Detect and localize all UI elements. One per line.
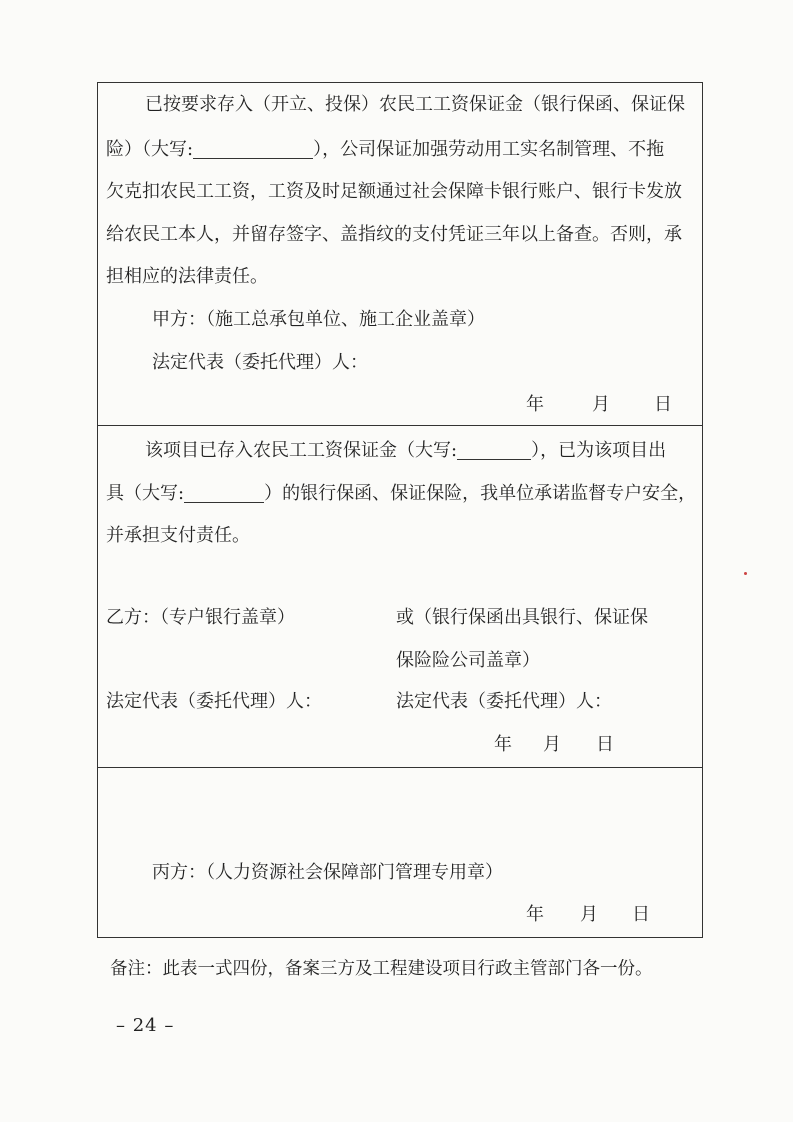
date-year: 年 (526, 904, 544, 925)
section2-line1-prefix: 该项目已存入农民工工资保证金（大写 (145, 440, 451, 461)
date-day: 日 (596, 734, 614, 755)
date-year: 年 (494, 734, 512, 755)
section1-line4: 给农民工本人，并留存签字、盖指纹的支付凭证三年以上备查。否则，承 (106, 224, 682, 245)
date-day: 日 (632, 904, 650, 925)
section-divider (98, 767, 702, 768)
section1-line5: 担相应的法律责任。 (106, 266, 268, 287)
or-guarantee-label: 或（银行保函出具银行、保证保 (396, 607, 648, 628)
amount-blank[interactable] (457, 441, 531, 460)
amount-blank[interactable] (184, 484, 264, 503)
date-day: 日 (654, 394, 672, 415)
section-divider (98, 425, 702, 426)
section1-line2-prefix: 险）（大写 (106, 139, 187, 160)
section1-line2 (106, 140, 664, 159)
section2-line3: 并承担支付责任。 (106, 525, 250, 546)
section2-line2-suffix: ）的银行保函、保证保险，我单位承诺监督专户安全， (264, 483, 697, 504)
section2-line1 (145, 441, 666, 460)
page-number: – 24 – (116, 1015, 175, 1036)
legal-rep-left: 法定代表（委托代理）人： (106, 691, 322, 712)
date-month: 月 (592, 394, 610, 415)
date-month: 月 (580, 904, 598, 925)
section1-line2-suffix: ），公司保证加强劳动用工实名制管理、不拖 (313, 139, 665, 160)
date-year: 年 (526, 394, 544, 415)
footnote: 备注：此表一式四份，备案三方及工程建设项目行政主管部门各一份。 (110, 959, 653, 979)
party-b-label: 乙方：（专户银行盖章） (106, 607, 295, 628)
section2-line1-suffix: ），已为该项目出 (531, 440, 667, 461)
party-a-label: 甲方：（施工总承包单位、施工企业盖章） (152, 309, 485, 330)
agreement-table (97, 82, 703, 938)
scan-speck (744, 572, 747, 575)
legal-rep-right: 法定代表（委托代理）人： (396, 691, 612, 712)
section2-line2-prefix: 具（大写 (106, 483, 178, 504)
party-c-label: 丙方：（人力资源社会保障部门管理专用章） (152, 862, 503, 883)
section1-line3: 欠克扣农民工工资，工资及时足额通过社会保障卡银行账户、银行卡发放 (106, 181, 682, 202)
date-month: 月 (543, 734, 561, 755)
legal-rep-label: 法定代表（委托代理）人： (152, 352, 368, 373)
or-guarantee-label-cont: 保险险公司盖章） (396, 650, 540, 671)
section2-line1-colon: : (451, 440, 458, 461)
section2-line2-colon: : (178, 483, 185, 504)
section1-line1: 已按要求存入（开立、投保）农民工工资保证金（银行保函、保证保 (145, 94, 685, 115)
section2-line2 (106, 484, 696, 503)
amount-blank[interactable] (193, 140, 313, 159)
section1-line2-colon: : (187, 139, 194, 160)
